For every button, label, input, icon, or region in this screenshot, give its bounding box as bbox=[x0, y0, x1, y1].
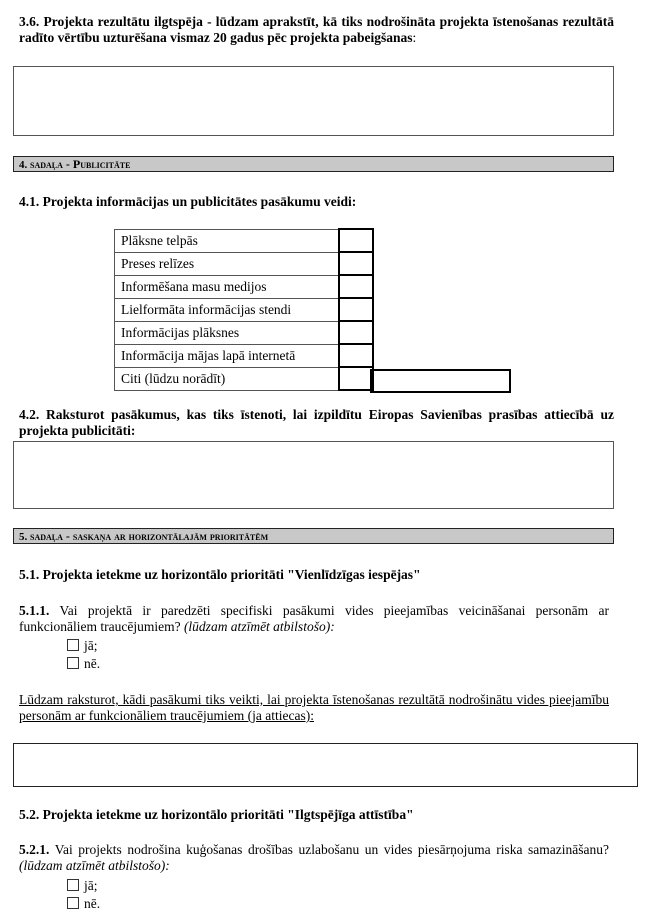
option-checkbox[interactable] bbox=[339, 275, 373, 298]
q5-2-1-no-option[interactable] bbox=[67, 896, 100, 912]
section-5-header bbox=[13, 528, 614, 544]
table-row bbox=[115, 275, 374, 298]
option-checkbox[interactable] bbox=[339, 229, 373, 252]
section-4-number: 4. bbox=[19, 159, 28, 171]
option-label: Preses relīzes bbox=[115, 252, 340, 275]
table-row bbox=[115, 298, 374, 321]
other-specify-field[interactable] bbox=[370, 369, 511, 393]
publicity-options-table bbox=[114, 228, 374, 391]
option-label: Informēšana masu medijos bbox=[115, 275, 340, 298]
table-row bbox=[115, 344, 374, 367]
q5-2-1-question bbox=[19, 842, 609, 874]
section-5-title: sadaļa - saskaņa ar horizontālajām prioritātēm bbox=[30, 529, 269, 543]
option-label: Citi (lūdzu norādīt) bbox=[115, 367, 340, 390]
q5-1-1-question bbox=[19, 603, 609, 635]
q5-2-title: 5.2. Projekta ietekme uz horizontālo prioritāti "Ilgtspējīga attīstība" bbox=[19, 807, 414, 822]
option-label: Plāksne telpās bbox=[115, 229, 340, 252]
q5-1-1-hint: (lūdzam atzīmēt atbilstošo): bbox=[183, 619, 335, 634]
q5-2-1-yes-option[interactable] bbox=[67, 878, 98, 894]
q4-1-title: 4.1. Projekta informācijas un publicitātes pasākumu veidi: bbox=[19, 194, 357, 209]
option-label: Informācija mājas lapā internetā bbox=[115, 344, 340, 367]
yes-label: jā; bbox=[84, 878, 98, 893]
section-4-title: sadaļa - Publicitāte bbox=[30, 157, 131, 171]
q3-6-answer-field[interactable] bbox=[13, 66, 614, 136]
q5-1-1-number: 5.1.1. bbox=[19, 603, 50, 618]
q5-1-answer-field[interactable] bbox=[13, 743, 638, 787]
option-checkbox[interactable] bbox=[339, 367, 373, 390]
no-label: nē. bbox=[84, 896, 101, 911]
q5-2-1-hint: (lūdzam atzīmēt atbilstošo): bbox=[19, 858, 170, 873]
checkbox[interactable] bbox=[67, 879, 79, 891]
q3-6-suffix: : bbox=[412, 30, 417, 45]
q4-2-answer-field[interactable] bbox=[13, 441, 614, 509]
question-3-6 bbox=[19, 14, 614, 46]
option-label: Informācijas plāksnes bbox=[115, 321, 340, 344]
option-label: Lielformāta informācijas stendi bbox=[115, 298, 340, 321]
no-label: nē. bbox=[84, 656, 101, 671]
q3-6-number: 3.6. bbox=[19, 14, 40, 29]
q5-1-1-text: Vai projektā ir paredzēti specifiski pasākumi vides pieejamības veicināšanai personām ar funkcionāliem traucējumiem? bbox=[19, 603, 609, 634]
q5-1-1-no-option[interactable] bbox=[67, 656, 100, 672]
table-row bbox=[115, 252, 374, 275]
q3-6-text: Projekta rezultātu ilgtspēja - lūdzam aprakstīt, kā tiks nodrošināta projekta īstenošanas rezultātā radīto vērtību uzturēšana vismaz 20 gadus pēc projekta pabeigšanas bbox=[19, 14, 614, 45]
table-row bbox=[115, 229, 374, 252]
q4-2-text: 4.2. Raksturot pasākumus, kas tiks īstenoti, lai izpildītu Eiropas Savienības prasības attiecībā uz projekta publicitāti: bbox=[19, 407, 614, 438]
section-5-number: 5. bbox=[19, 531, 28, 543]
table-row bbox=[115, 321, 374, 344]
checkbox[interactable] bbox=[67, 897, 79, 909]
table-row bbox=[115, 367, 374, 390]
q5-1-describe-text: Lūdzam raksturot, kādi pasākumi tiks veikti, lai projekta īstenošanas rezultātā nodrošinātu vides pieejamību personām ar funkcionāliem traucējumiem (ja attiecas): bbox=[19, 692, 609, 723]
q5-2-1-text: Vai projekts nodrošina kuģošanas drošības uzlabošanu un vides piesārņojuma riska samazināšanu? bbox=[54, 842, 609, 857]
option-checkbox[interactable] bbox=[339, 252, 373, 275]
section-4-header bbox=[13, 156, 614, 172]
q5-1-title: 5.1. Projekta ietekme uz horizontālo prioritāti "Vienlīdzīgas iespējas" bbox=[19, 567, 421, 582]
q5-2-1-number: 5.2.1. bbox=[19, 842, 50, 857]
option-checkbox[interactable] bbox=[339, 298, 373, 321]
option-checkbox[interactable] bbox=[339, 344, 373, 367]
option-checkbox[interactable] bbox=[339, 321, 373, 344]
checkbox[interactable] bbox=[67, 639, 79, 651]
q5-1-1-yes-option[interactable] bbox=[67, 638, 98, 654]
checkbox[interactable] bbox=[67, 657, 79, 669]
yes-label: jā; bbox=[84, 638, 98, 653]
